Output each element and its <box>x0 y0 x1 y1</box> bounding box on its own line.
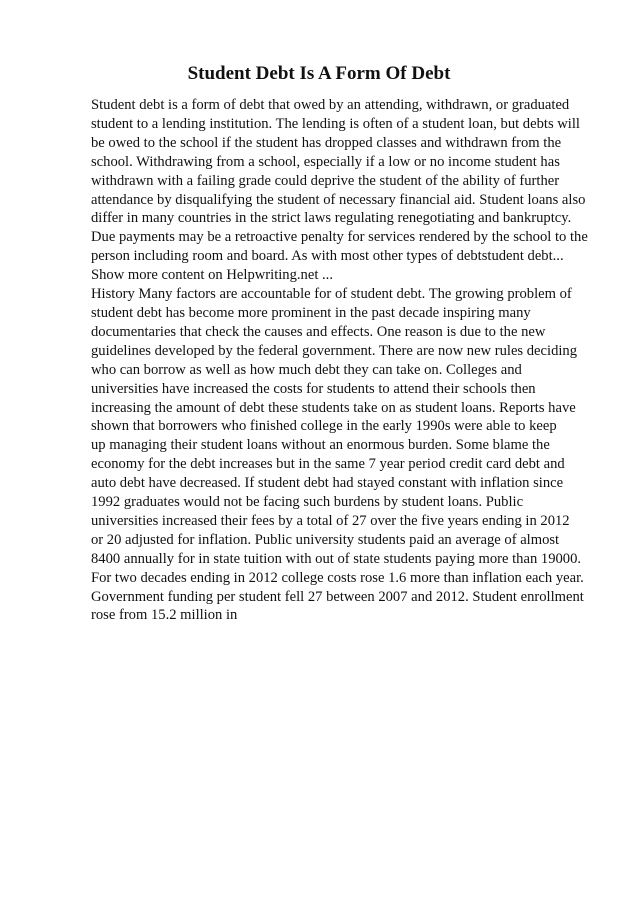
body-line: up managing their student loans without an enormous burden. Some blame the <box>91 437 550 454</box>
body-line: universities increased their fees by a total of 27 over the five years ending in 2012 <box>91 512 570 529</box>
body-line: For two decades ending in 2012 college costs rose 1.6 more than inflation each year. <box>91 569 584 586</box>
body-line: student to a lending institution. The lending is often of a student loan, but debts will <box>91 115 580 132</box>
body-line: Student debt is a form of debt that owed by an attending, withdrawn, or graduated <box>91 97 570 113</box>
body-line: person including room and board. As with most other types of debtstudent debt... <box>91 248 564 265</box>
show-more-line: Show more content on Helpwriting.net ... <box>91 267 333 284</box>
body-line: who can borrow as well as how much debt they can take on. Colleges and <box>91 361 522 378</box>
body-line: rose from 15.2 million in <box>91 607 238 624</box>
body-line: shown that borrowers who finished college in the early 1990s were able to keep <box>91 418 557 435</box>
body-line: student debt has become more prominent in the past decade inspiring many <box>91 304 531 321</box>
body-line: attendance by disqualifying the student of necessary financial aid. Student loans also <box>91 191 586 208</box>
body-line: History Many factors are accountable for of student debt. The growing problem of <box>91 286 572 303</box>
body-line: be owed to the school if the student has dropped classes and withdrawn from the <box>91 134 562 151</box>
body-line: guidelines developed by the federal government. There are now new rules deciding <box>91 342 578 359</box>
body-line: economy for the debt increases but in the same 7 year period credit card debt and <box>91 456 565 473</box>
body-line: school. Withdrawing from a school, especially if a low or no income student has <box>91 153 560 170</box>
body-line: withdrawn with a failing grade could deprive the student of the ability of further <box>91 172 560 189</box>
document-title: Student Debt Is A Form Of Debt <box>187 63 451 84</box>
body-line: universities have increased the costs for students to attend their schools then <box>91 380 536 397</box>
body-line: 8400 annually for in state tuition with out of state students paying more than 19000. <box>91 550 582 567</box>
body-line: differ in many countries in the strict laws regulating renegotiating and bankruptcy. <box>91 210 572 227</box>
body-line: Due payments may be a retroactive penalty for services rendered by the school to the <box>91 229 588 246</box>
body-line: Government funding per student fell 27 between 2007 and 2012. Student enrollment <box>91 588 584 605</box>
body-line: auto debt have decreased. If student debt had stayed constant with inflation since <box>91 475 564 492</box>
document-body <box>91 96 611 625</box>
body-line: increasing the amount of debt these students take on as student loans. Reports have <box>91 399 576 416</box>
body-line: or 20 adjusted for inflation. Public university students paid an average of almost <box>91 531 560 548</box>
body-line: documentaries that check the causes and effects. One reason is due to the new <box>91 323 546 340</box>
body-line: 1992 graduates would not be facing such burdens by student loans. Public <box>91 494 524 511</box>
